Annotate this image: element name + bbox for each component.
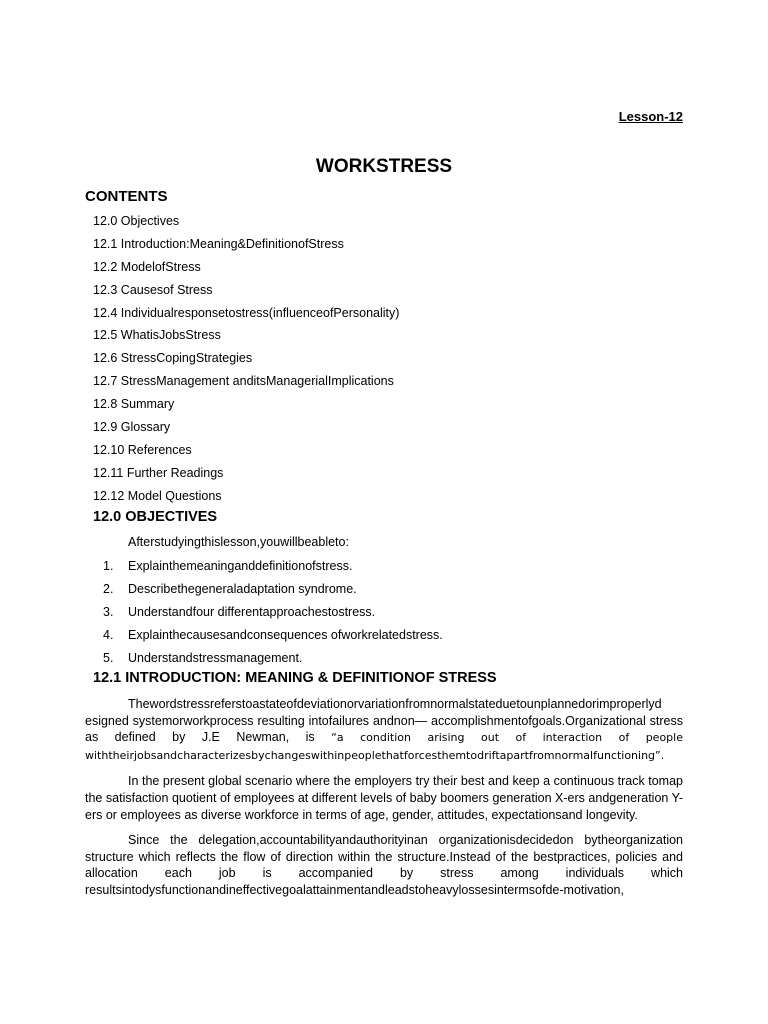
objective-text: Understandfour differentapproachestostress. [128, 604, 376, 619]
toc-item: 12.8 Summary [93, 397, 175, 412]
objectives-intro: Afterstudyingthislesson,youwillbeableto: [128, 535, 349, 549]
toc-item: 12.0 Objectives [93, 214, 180, 228]
contents-heading: CONTENTS [85, 188, 168, 205]
toc-item: 12.7 StressManagement anditsManagerialImplications [93, 374, 394, 389]
paragraph-text: Thewordstressreferstoastateofdeviationorvariationfromnormalstateduetounplannedorimproperlyd esigned systemorworkprocess resulting intofailures andnon— accomplishmentofgoals.Organizational stress as defined by J.E Newman, is [85, 697, 683, 745]
toc-item: 12.6 StressCopingStrategies [93, 351, 253, 366]
objective-text: Understandstressmanagement. [128, 650, 303, 665]
table-of-contents [93, 212, 399, 510]
objective-text: Describethegeneraladaptation syndrome. [128, 581, 357, 596]
toc-item: 12.5 WhatisJobsStress [93, 328, 221, 343]
objectives-heading: 12.0 OBJECTIVES [93, 509, 218, 525]
toc-item: 12.2 ModelofStress [93, 259, 201, 274]
objective-number: 5. [103, 650, 114, 665]
objective-number: 1. [103, 559, 114, 573]
toc-item: 12.3 Causesof Stress [93, 282, 213, 297]
lesson-label: Lesson-12 [618, 109, 683, 124]
paragraph: Since the delegation,accountabilityandauthorityinan organizationisdecidedon bytheorganization structure which reflects the flow of direction within the structure.Instead of the bestpractices, policies and allocation each job is accompanied by stress among individuals which resultsintodysfunctionandineffectivegoalattainmentandleadstoheavylossesintermsofde-motivation, [85, 833, 683, 897]
paragraph [85, 696, 683, 764]
objective-text: Explainthecausesandconsequences ofworkrelatedstress. [128, 627, 443, 642]
objective-number: 2. [103, 581, 114, 596]
objective-item [103, 557, 443, 580]
toc-item: 12.10 References [93, 442, 192, 457]
objective-text: Explainthemeaninganddefinitionofstress. [128, 559, 353, 573]
page-title: WORKSTRESS [315, 156, 453, 177]
toc-item: 12.9 Glossary [93, 420, 171, 435]
toc-item: 12.1 Introduction:Meaning&DefinitionofStress [93, 236, 344, 251]
objective-number: 4. [103, 627, 114, 642]
objective-item [103, 580, 443, 603]
objective-number: 3. [103, 604, 114, 619]
toc-item: 12.4 Individualresponsetostress(influenceofPersonality) [93, 305, 400, 320]
introduction-body [85, 696, 683, 908]
objective-item [103, 626, 443, 649]
toc-item: 12.12 Model Questions [93, 488, 222, 503]
objective-item [103, 603, 443, 626]
objective-item [103, 649, 443, 672]
newman-quote: “a condition arising out of interaction of people withtheirjobsandcharacterizesbychangeswithinpeoplethatforcesthemtodriftapartfromnormalfunctioning”. [85, 731, 683, 762]
objectives-list [103, 557, 443, 671]
toc-item: 12.11 Further Readings [93, 465, 224, 480]
introduction-heading: 12.1 INTRODUCTION: MEANING & DEFINITIONOF STRESS [93, 670, 497, 686]
paragraph: In the present global scenario where the employers try their best and keep a continuous track tomap the satisfaction quotient of employees at different levels of baby boomers generation X-ers andgeneration Y-ers or employees as diverse workforce in terms of age, gender, attitudes, expectationsand longevity. [85, 774, 683, 822]
